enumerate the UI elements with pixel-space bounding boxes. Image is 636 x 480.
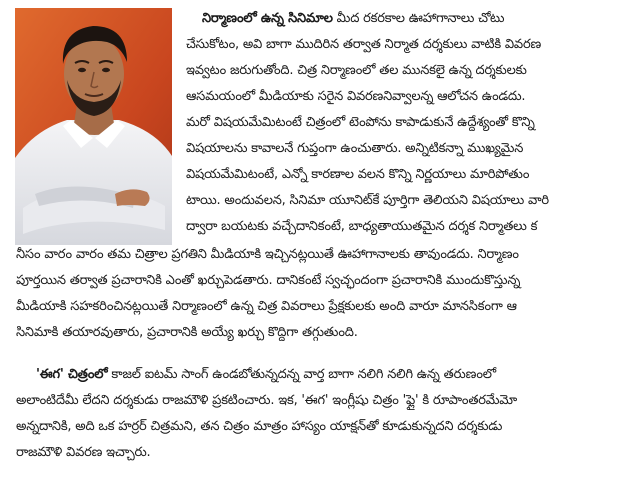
text-line: చేసుకోటం, అవి బాగా ముదిరిన తర్వాత నిర్మాత దర్శకులు వాటికి వివరణ (186, 37, 541, 52)
paragraph-2-lead: 'ఈగ' చిత్రంలో (36, 367, 108, 382)
paragraph-1-lead: నిర్మాణంలో ఉన్న సినిమాల (202, 11, 333, 26)
text-line: ఆసమయంలో మీడియాకు సరైన వివరణనివ్వాలన్న ఆలోచన ఉండదు. (186, 89, 526, 104)
paragraph-2-line-1 (36, 366, 628, 384)
paragraph-1-line-1 (202, 10, 622, 28)
text-line: నీసం వారం వారం తమ చిత్రాల ప్రగతిని మీడియాకి ఇచ్చినట్లయితే ఊహాగానాలకు తావుండదు. నిర్మాణం (16, 247, 519, 262)
text-line: విషయాలను కావాలనే గుప్తంగా ఉంచుతారు. అన్నిటికన్నా ముఖ్యమైన (186, 141, 524, 156)
text-line: విషయమేమిటంటే, ఎన్నో కారణాల వలన కొన్ని నిర్ణయాలు మారిపోతుం (186, 167, 530, 182)
text-line: కాజల్ ఐటమ్ సాంగ్ ఉండబోతున్నదన్న వార్త బాగా నలిగి నలిగి ఉన్న తరుణంలో (111, 367, 496, 382)
text-line: మీద రకరకాల ఊహాగానాలు చోటు (336, 11, 505, 26)
text-line: ద్వారా బయటకు వచ్చేదానికంటే, బాధ్యతాయుతమైన దర్శక నిర్మాతలు క (186, 219, 538, 234)
text-line: సినిమాకి తయారవుతారు, ప్రచారానికి అయ్యే ఖర్చు కొద్దిగా తగ్గుతుంది. (16, 325, 358, 340)
text-line: అన్నదానికి, అది ఒక హర్రర్ చిత్రమని, తన చిత్రం మాత్రం హాస్యం యాక్షన్‌తో కూడుకున్నదని దర్శకుడు (16, 419, 503, 434)
text-line: టాయి. అందువలన, సినిమా యూనిట్‌కే పూర్తిగా తెలియని విషయాలు వారి (186, 193, 549, 208)
text-line: అలాంటిదేమీ లేదని దర్శకుడు రాజమౌళి ప్రకటించారు. ఇక, 'ఈగ' ఇంగ్లీషు చిత్రం 'ఫ్లై' కి రూపాంతరమేమో (16, 393, 518, 408)
text-line: ఇవ్వటం జరుగుతోంది. చిత్ర నిర్మాణంలో తల మునకలై ఉన్న దర్శకులకు (186, 63, 527, 78)
text-line: పూర్తయిన తర్వాత ప్రచారానికి ఎంతో ఖర్చుపెడతారు. దానికంటే స్వచ్ఛందంగా ప్రచారానికి ముందుకొస్తున్న (16, 273, 521, 288)
text-line: మరో విషయమేమిటంటే చిత్రంలో టెంపోను కాపాడుకునే ఉద్దేశ్యంతో కొన్ని (186, 115, 535, 130)
text-line: రాజమౌళి వివరణ ఇచ్చారు. (16, 445, 151, 460)
text-line: మీడియాకి సహకరించినట్లయితే నిర్మాణంలో ఉన్న చిత్ర వివరాలు ప్రేక్షకులకు అంది వారూ మానసికంగా ఆ (16, 299, 517, 314)
